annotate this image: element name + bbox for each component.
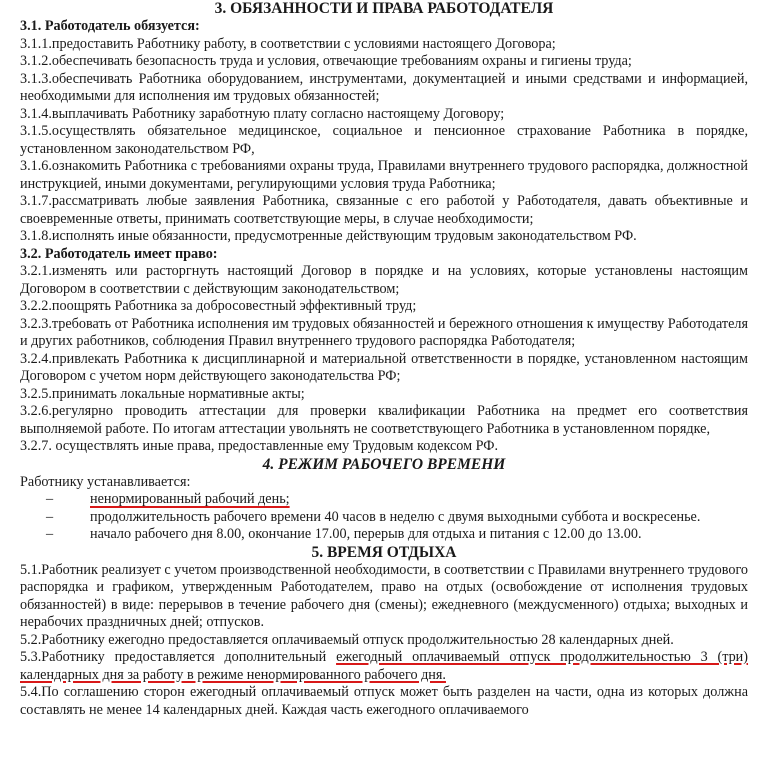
clause-3-2-3: 3.2.3.требовать от Работника исполнения им трудовых обязанностей и бережного отношения к имуществу Работодателя и других работников, соблюдения Правил внутреннего трудового распорядка Работодателя; bbox=[20, 315, 748, 349]
clause-3-2-1: 3.2.1.изменять или расторгнуть настоящий Договор в порядке и на условиях, которые установлены настоящим Договором в соответствии с действующим законодательством; bbox=[20, 263, 748, 297]
clause-3-1-5: 3.1.5.осуществлять обязательное медицинское, социальное и пенсионное страхование Работника в порядке, установленном законодательством РФ, bbox=[20, 123, 748, 157]
clause-5-2: 5.2.Работнику ежегодно предоставляется оплачиваемый отпуск продолжительностью 28 календарных дней. bbox=[20, 631, 674, 648]
clause-3-2-4: 3.2.4.привлекать Работника к дисциплинарной и материальной ответственности в порядке, установленном настоящим Договором с учетом норм действующего законодательства РФ; bbox=[20, 350, 748, 384]
clause-3-1-6: 3.1.6.ознакомить Работника с требованиями охраны труда, Правилами внутреннего трудового распорядка, должностной инструкцией, иными документами, регулирующими условия труда Работника; bbox=[20, 158, 748, 192]
highlighted-irregular-day: ненормированный рабочий день; bbox=[90, 491, 290, 507]
section-3-title: 3. ОБЯЗАННОСТИ И ПРАВА РАБОТОДАТЕЛЯ bbox=[214, 0, 554, 17]
clause-5-1: 5.1.Работник реализует с учетом производственной необходимости, в соответствии с Правилами внутреннего трудового распорядка и графиком, утвержденным Работодателем, право на отдых (освобождение от исполнения трудовых обязанностей) в виде: перерывов в течение рабочего дня (смены); ежедневного (междусменного) отдыха; выходных и нерабочих праздничных дней; отпусков. bbox=[20, 561, 748, 630]
clause-3-2-5: 3.2.5.принимать локальные нормативные акты; bbox=[20, 385, 305, 402]
dash-bullet: – bbox=[46, 491, 54, 507]
dash-bullet: – bbox=[46, 526, 54, 542]
list-item bbox=[20, 526, 748, 544]
list-item bbox=[20, 491, 748, 509]
clause-3-2-2: 3.2.2.поощрять Работника за добросовестный эффективный труд; bbox=[20, 298, 417, 314]
clause-3-1-1: 3.1.1.предоставить Работнику работу, в соответствии с условиями настоящего Договора; bbox=[20, 35, 556, 52]
section-5-title: 5. ВРЕМЯ ОТДЫХА bbox=[311, 543, 457, 561]
clause-5-3 bbox=[20, 649, 748, 684]
clause-3-1-7: 3.1.7.рассматривать любые заявления Работника, связанные с его работой у Работодателя, давать объективные и своевременные ответы, принимать соответствующие меры, в случае необходимости; bbox=[20, 193, 748, 227]
clause-5-3-lead: 5.3.Работнику предоставляется дополнительный bbox=[20, 649, 337, 665]
clause-3-1-4: 3.1.4.выплачивать Работнику заработную плату согласно настоящему Договору; bbox=[20, 105, 505, 122]
clause-3-1-3: 3.1.3.обеспечивать Работника оборудованием, инструментами, документацией и иными средствами и информацией, необходимыми для исполнения им трудовых обязанностей; bbox=[20, 70, 748, 104]
section-4-intro: Работнику устанавливается: bbox=[20, 473, 191, 490]
clause-3-1-2: 3.1.2.обеспечивать безопасность труда и условия, отвечающие требованиям охраны и гигиены труда; bbox=[20, 53, 632, 69]
list-item-text: начало рабочего дня 8.00, окончание 17.00, перерыв для отдыха и питания с 12.00 до 13.00. bbox=[90, 526, 642, 542]
subsection-3-1-heading: 3.1. Работодатель обязуется: bbox=[20, 18, 200, 34]
subsection-3-2-heading: 3.2. Работодатель имеет право: bbox=[20, 245, 218, 262]
section-4-title: 4. РЕЖИМ РАБОЧЕГО ВРЕМЕНИ bbox=[262, 455, 506, 473]
dash-bullet: – bbox=[46, 508, 54, 525]
highlighted-additional-leave: ежегодный оплачиваемый отпуск продолжительностью 3 (три) календарных дня за работу в режиме ненормированного рабочего дня. bbox=[20, 649, 749, 683]
list-item bbox=[20, 509, 748, 527]
list-item-text: продолжительность рабочего времени 40 часов в неделю с двумя выходными субботa и воскресенье. bbox=[90, 508, 701, 525]
clause-3-1-8: 3.1.8.исполнять иные обязанности, предусмотренные действующим трудовым законодательством РФ. bbox=[20, 228, 637, 244]
clause-3-2-7: 3.2.7. осуществлять иные права, предоставленные ему Трудовым кодексом РФ. bbox=[20, 438, 499, 454]
clause-5-4: 5.4.По соглашению сторон ежегодный оплачиваемый отпуск может быть разделен на части, одна из которых должна составлять не менее 14 календарных дней. Каждая часть ежегодного оплачиваемого bbox=[20, 684, 748, 718]
clause-3-2-6: 3.2.6.регулярно проводить аттестации для проверки квалификации Работника на предмет его соответствия выполняемой работе. По итогам аттестации увольнять не соответствующего Работника в установленном порядке, bbox=[20, 403, 748, 437]
